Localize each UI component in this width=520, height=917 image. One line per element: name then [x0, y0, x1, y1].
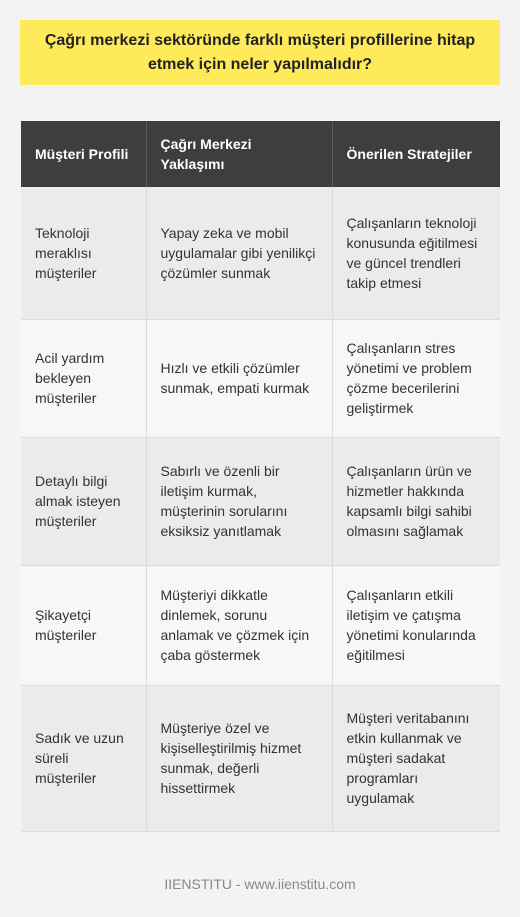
cell-profile: Şikayetçi müşteriler	[21, 565, 146, 685]
header-customer-profile: Müşteri Profili	[21, 121, 146, 187]
cell-approach: Müşteriyi dikkatle dinlemek, sorunu anlamak ve çözmek için çaba göstermek	[146, 565, 332, 685]
cell-profile: Teknoloji meraklısı müşteriler	[21, 187, 146, 319]
cell-strategy: Çalışanların ürün ve hizmetler hakkında kapsamlı bilgi sahibi olmasını sağlamak	[332, 437, 500, 565]
footer-credit: IIENSTITU - www.iienstitu.com	[164, 876, 356, 892]
header-call-center-approach: Çağrı Merkezi Yaklaşımı	[146, 121, 332, 187]
title-banner	[20, 20, 500, 85]
cell-strategy: Çalışanların teknoloji konusunda eğitilmesi ve güncel trendleri takip etmesi	[332, 187, 500, 319]
table-row	[21, 437, 500, 565]
table-row	[21, 565, 500, 685]
cell-profile: Sadık ve uzun süreli müşteriler	[21, 685, 146, 831]
cell-approach: Yapay zeka ve mobil uygulamalar gibi yenilikçi çözümler sunmak	[146, 187, 332, 319]
table-row	[21, 685, 500, 831]
cell-strategy: Müşteri veritabanını etkin kullanmak ve müşteri sadakat programları uygulamak	[332, 685, 500, 831]
header-recommended-strategies: Önerilen Stratejiler	[332, 121, 500, 187]
cell-approach: Sabırlı ve özenli bir iletişim kurmak, müşterinin sorularını eksiksiz yanıtlamak	[146, 437, 332, 565]
cell-approach: Hızlı ve etkili çözümler sunmak, empati kurmak	[146, 319, 332, 437]
cell-profile: Acil yardım bekleyen müşteriler	[21, 319, 146, 437]
page-title: Çağrı merkezi sektöründe farklı müşteri profillerine hitap etmek için neler yapılmalıdır?	[44, 31, 476, 73]
cell-approach: Müşteriye özel ve kişiselleştirilmiş hizmet sunmak, değerli hissettirmek	[146, 685, 332, 831]
table-row	[21, 187, 500, 319]
cell-profile: Detaylı bilgi almak isteyen müşteriler	[21, 437, 146, 565]
table-header-row	[21, 121, 500, 187]
strategy-table	[21, 121, 500, 832]
cell-strategy: Çalışanların stres yönetimi ve problem çözme becerilerini geliştirmek	[332, 319, 500, 437]
cell-strategy: Çalışanların etkili iletişim ve çatışma yönetimi konularında eğitilmesi	[332, 565, 500, 685]
table-row	[21, 319, 500, 437]
